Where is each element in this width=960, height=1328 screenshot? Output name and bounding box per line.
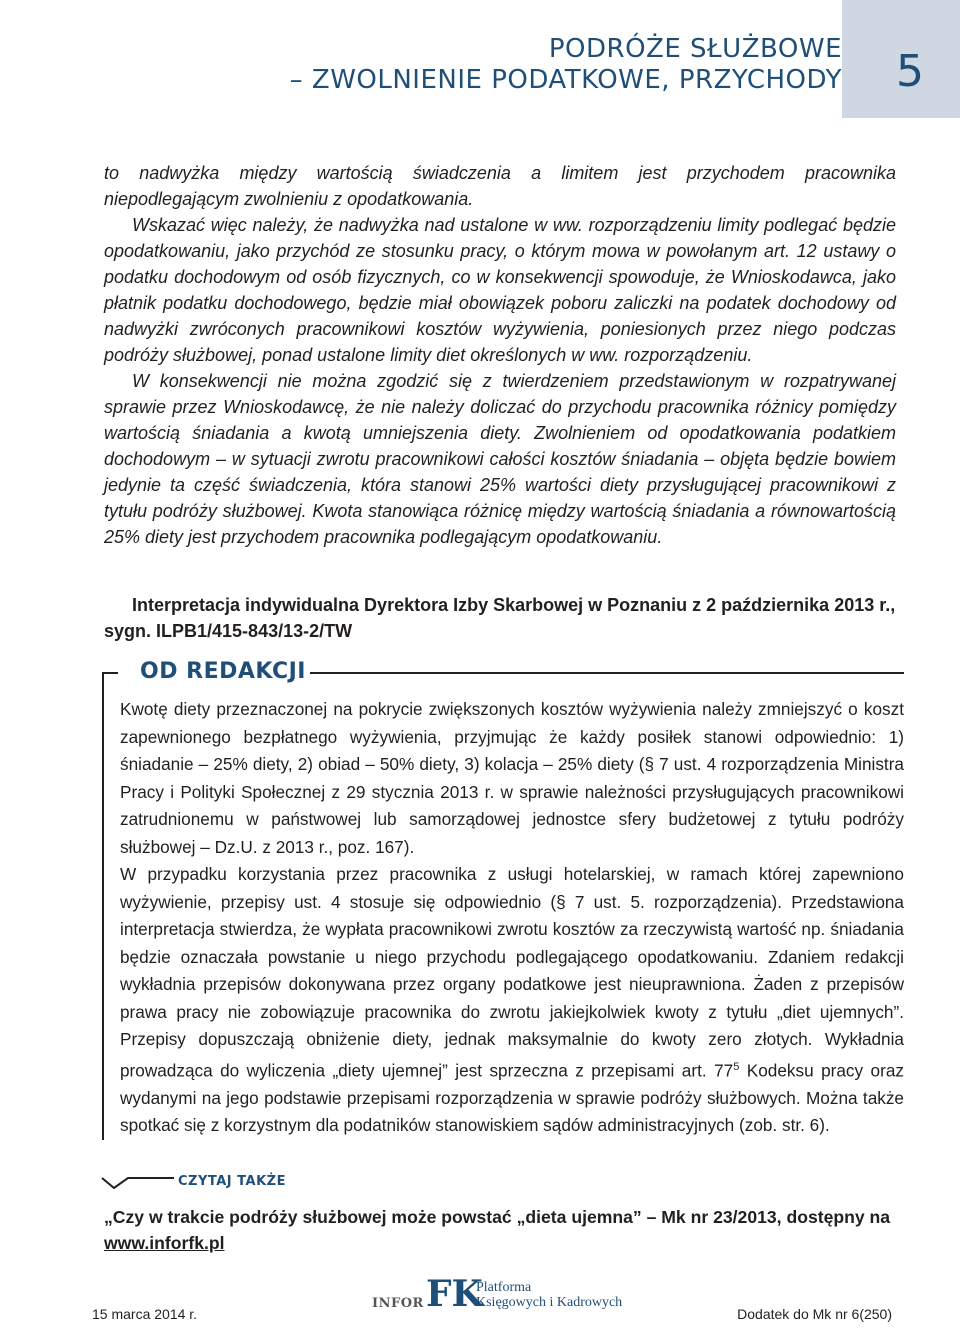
editorial-title: OD REDAKCJI: [136, 659, 310, 684]
logo-fk: FK: [426, 1273, 483, 1315]
quote-paragraph-3: W konsekwencji nie można zgodzić się z twierdzeniem przedstawionym w rozpatrywanej sprawie przez Wnioskodawcę, że nie należy doliczać do przychodu pracownika różnicy pomiędzy wartością śniadania a kwotą umniejszenia diety. Zwolnieniem od opodatkowania podatkiem dochodowym – w sytuacji zwrotu pracownikowi całości kosztów śniadania – objęta będzie bowiem jedynie ta część świadczenia, która stanowi 25% wartości diety przysługującej pracownikowi z tytułu podróży służbowej. Kwota stanowiąca różnicę między wartością śniadania a równowartością 25% diety jest przychodem pracownika podlegającym opodatkowaniu.: [104, 371, 896, 547]
footer-supplement: Dodatek do Mk nr 6(250): [737, 1306, 892, 1322]
quote-paragraph-2: Wskazać więc należy, że nadwyżka nad ustalone w ww. rozporządzeniu limity podlegać będzie opodatkowaniu, jako przychód ze stosunku pracy, o którym mowa w powołanym art. 12 ustawy o podatku dochodowym od osób fizycznych, co w konsekwencji spowoduje, że Wnioskodawca, jako płatnik podatku dochodowego, będzie miał obowiązek poboru zaliczki na podatek dochodowy od nadwyżki zwróconych pracownikowi kosztów wyżywienia, poniesionych przez niego podczas podróży służbowej, ponad ustalone limity diet określonych w ww. rozporządzeniu.: [104, 215, 896, 365]
editorial-top-rule: [294, 672, 904, 674]
read-also-label: CZYTAJ TAKŻE: [178, 1174, 286, 1189]
page-number: 5: [896, 46, 924, 97]
infor-fk-logo: [372, 1273, 638, 1315]
logo-platform-text: Platforma Księgowych i Kadrowych: [476, 1280, 623, 1310]
editorial-text: [120, 696, 904, 1140]
editorial-box: [102, 659, 904, 1140]
quoted-interpretation: [104, 160, 896, 550]
running-header: [290, 34, 842, 96]
inforfk-link[interactable]: www.inforfk.pl: [104, 1233, 225, 1253]
interpretation-source: Interpretacja indywidualna Dyrektora Izby Skarbowej w Poznaniu z 2 października 2013 r., sygn. ILPB1/415-843/13-2/TW: [104, 595, 896, 641]
header-title-line1: PODRÓŻE SŁUŻBOWE: [548, 34, 842, 64]
footer-date: 15 marca 2014 r.: [92, 1306, 198, 1322]
editorial-paragraph-2: W przypadku korzystania przez pracownika z usługi hotelarskiej, w ramach której zapewniono wyżywienie, przepisy ust. 4 stosuje się odpowiednio (§ 7 ust. 5. rozporządzenia). Przedstawiona interpretacja stwierdza, że wypłata pracownikowi zwrotu kosztów za rzeczywistą wartość np. śniadania będzie oznaczała powstanie u niego przychodu podlegającego opodatkowaniu. Zdaniem redakcji wykładnia przepisów dokonywana przez organy podatkowe jest nieuprawniona. Żaden z przepisów prawa pracy nie zobowiązuje pracownika do zwrotu jakiejkolwiek kwoty z tytułu „diet ujemnych”. Przepisy dopuszczają obniżenie diety, jednak maksymalnie do kwoty zero złotych. Wykładnia prowadząca do wyliczenia „diety ujemnej” jest sprzeczna z przepisami art. $77^5$ Kodeksu pracy oraz wydanymi na jego podstawie przepisami rozporządzenia w sprawie podróży służbowych. Można także spotkać się z korzystnym dla podatników stanowiskiem sądów administracyjnych (zob. str. 6).: [120, 864, 904, 1136]
read-also-text: „Czy w trakcie podróży służbowej może powstać „dieta ujemna” – Mk nr 23/2013, dostępny na www.inforfk.pl: [104, 1207, 891, 1253]
logo-infor: INFOR: [372, 1296, 424, 1311]
editorial-paragraph-1: Kwotę diety przeznaczonej na pokrycie zwiększonych kosztów wyżywienia należy zmniejszyć o koszt zapewnionego bezpłatnego wyżywienia, przyjmując że każdy posiłek stanowi odpowiednio: 1) śniadanie – 25% diety, 2) obiad – 50% diety, 3) kolacja – 25% diety (§ 7 ust. 4 rozporządzenia Ministra Pracy i Polityki Społecznej z 29 stycznia 2013 r. w sprawie należności przysługujących pracownikowi zatrudnionemu w państwowej lub samorządowej jednostce sfery budżetowej z tytułu podróży służbowej – Dz.U. z 2013 r., poz. 167).: [120, 699, 904, 857]
read-also-chevron-icon: [100, 1172, 176, 1192]
read-also-header: [100, 1172, 900, 1196]
header-title-line2: – ZWOLNIENIE PODATKOWE, PRZYCHODY: [289, 65, 842, 95]
quote-paragraph-1: to nadwyżka między wartością świadczenia a limitem jest przychodem pracownika niepodlegającym zwolnieniu z opodatkowania.: [104, 163, 896, 209]
